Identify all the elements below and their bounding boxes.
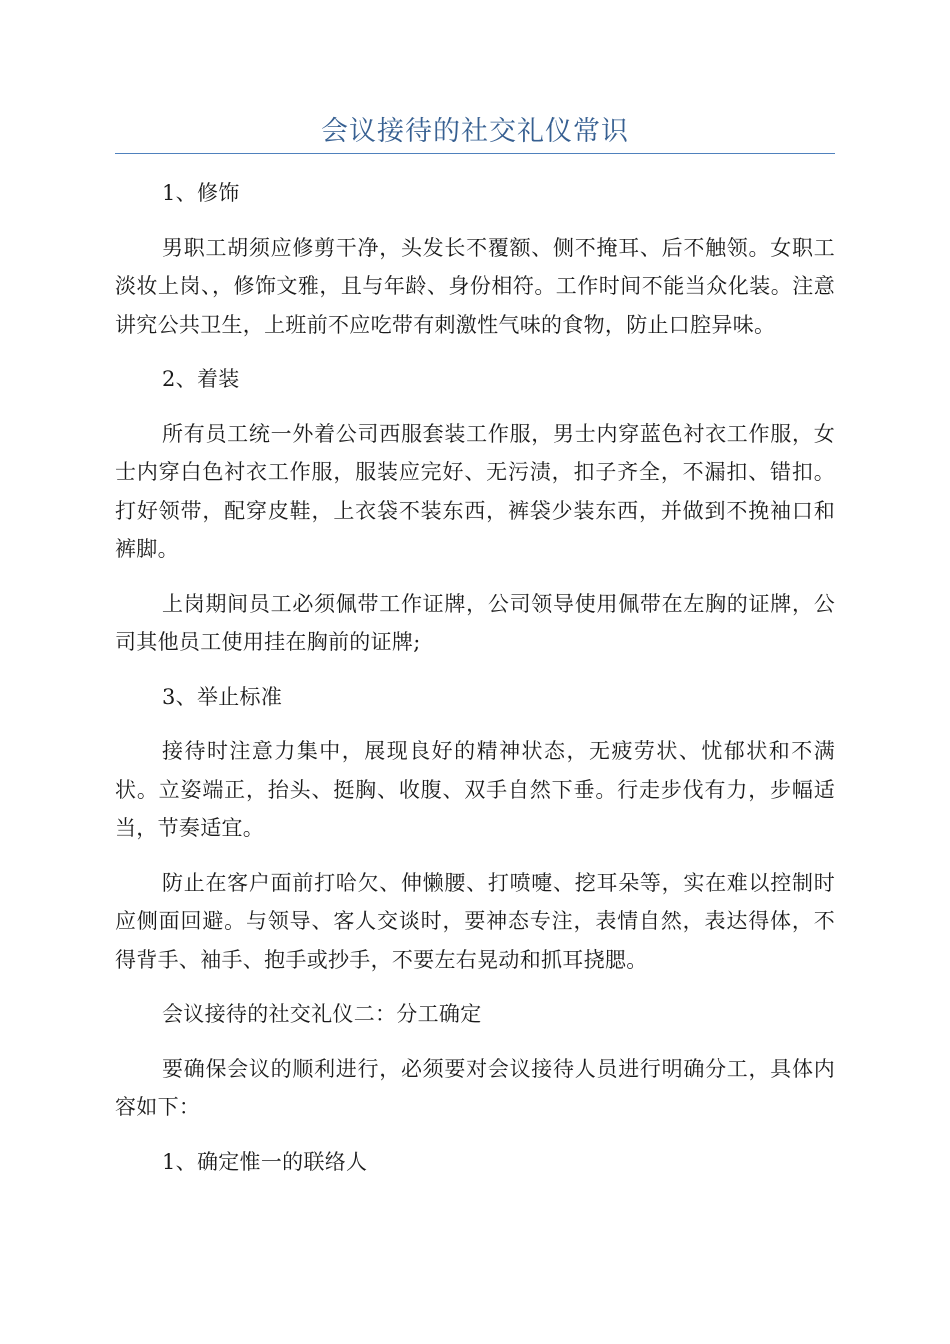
section-heading-contact: 1、确定惟一的联络人 — [162, 1149, 368, 1174]
document-body — [115, 174, 835, 1197]
section-heading-division: 会议接待的社交礼仪二：分工确定 — [162, 1002, 482, 1026]
section-heading-decoration: 1、修饰 — [162, 181, 240, 205]
section-heading-attire: 2、着装 — [162, 367, 240, 391]
paragraph-division: 要确保会议的顺利进行，必须要对会议接待人员进行明确分工，具体内容如下： — [115, 1056, 835, 1119]
paragraph-behavior: 接待时注意力集中，展现良好的精神状态，无疲劳状、忧郁状和不满状。立姿端正，抬头、挺胸、收腹、双手自然下垂。行走步伐有力，步幅适当，节奏适宜。 — [115, 739, 835, 840]
section-heading-behavior: 3、举止标准 — [162, 684, 283, 709]
title-underline — [115, 153, 835, 154]
paragraph-avoid: 防止在客户面前打哈欠、伸懒腰、打喷嚏、挖耳朵等，实在难以控制时应侧面回避。与领导、客人交谈时，要神态专注，表情自然，表达得体，不得背手、袖手、抱手或抄手，不要左右晃动和抓耳挠腮。 — [115, 870, 835, 972]
paragraph-decoration: 男职工胡须应修剪干净，头发长不覆额、侧不掩耳、后不触领。女职工淡妆上岗、，修饰文雅，且与年龄、身份相符。工作时间不能当众化装。注意讲究公共卫生，上班前不应吃带有刺激性气味的食物，防止口腔异味。 — [115, 235, 835, 337]
paragraph-badge: 上岗期间员工必须佩带工作证牌，公司领导使用佩带在左胸的证牌，公司其他员工使用挂在胸前的证牌; — [115, 591, 835, 654]
paragraph-attire: 所有员工统一外着公司西服套装工作服，男士内穿蓝色衬衣工作服，女士内穿白色衬衣工作服，服装应完好、无污渍，扣子齐全，不漏扣、错扣。打好领带，配穿皮鞋，上衣袋不装东西，裤袋少装东西，并做到不挽袖口和裤脚。 — [115, 421, 835, 561]
document-title: 会议接待的社交礼仪常识 — [321, 116, 629, 147]
